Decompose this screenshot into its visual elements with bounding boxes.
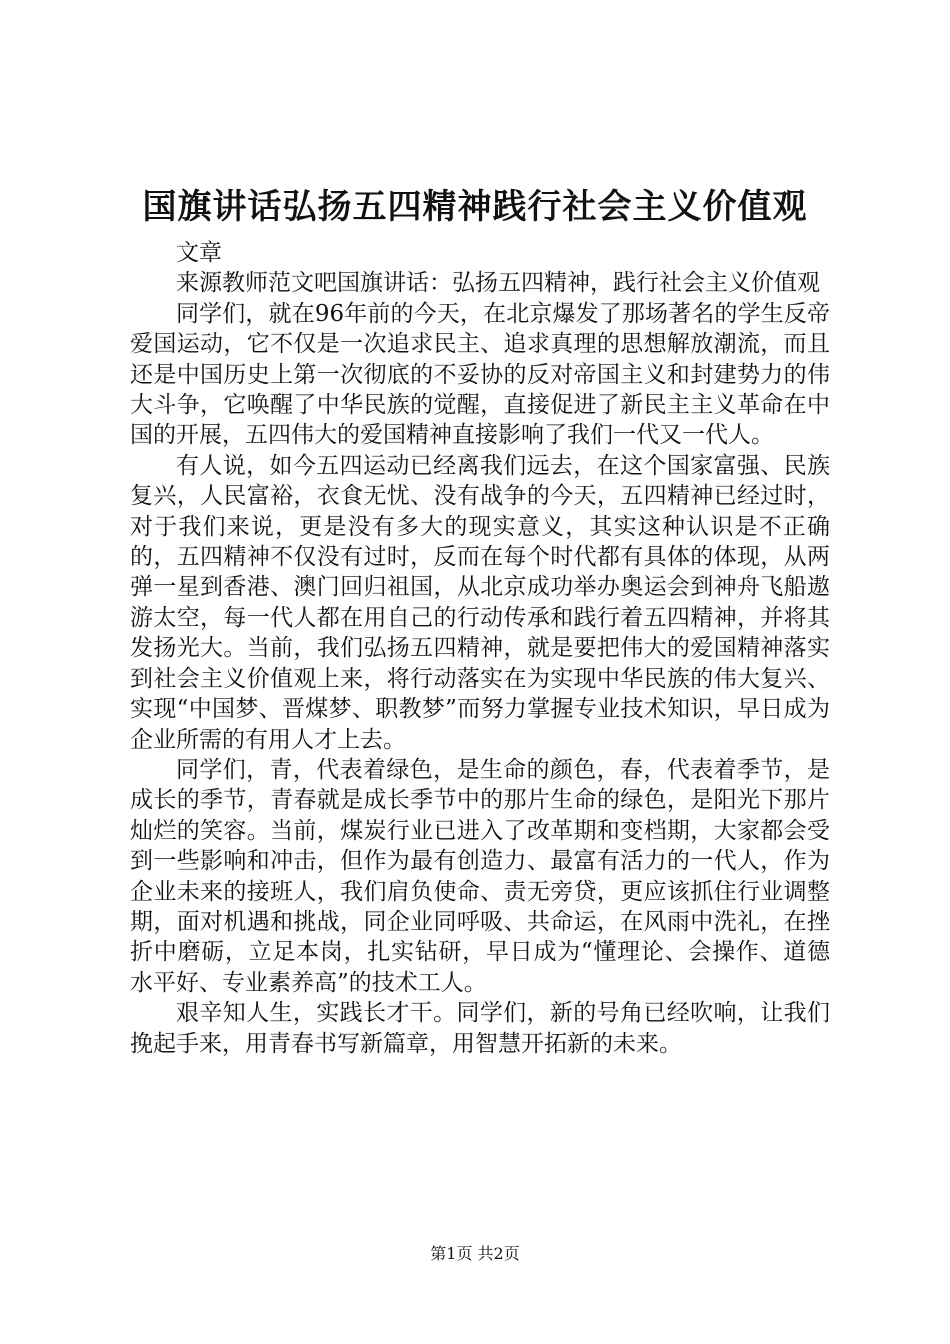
paragraph: 同学们，就在96年前的今天，在北京爆发了那场著名的学生反帝爱国运动，它不仅是一次追求民主、追求真理的思想解放潮流，而且还是中国历史上第一次彻底的不妥协的反对帝国主义和封建势力的伟大斗争，它唤醒了中华民族的觉醒，直接促进了新民主主义革命在中国的开展，五四伟大的爱国精神直接影响了我们一代又一代人。 [130, 300, 830, 449]
paragraph-source: 来源教师范文吧国旗讲话：弘扬五四精神，践行社会主义价值观 [176, 270, 820, 297]
document-body [130, 238, 830, 1059]
paragraph: 同学们，青，代表着绿色，是生命的颜色，春，代表着季节，是成长的季节，青春就是成长季节中的那片生命的绿色，是阳光下那片灿烂的笑容。当前，煤炭行业已进入了改革期和变档期，大家都会受到一些影响和冲击，但作为最有创造力、最富有活力的一代人，作为企业未来的接班人，我们肩负使命、责无旁贷，更应该抓住行业调整期，面对机遇和挑战，同企业同呼吸、共命运，在风雨中洗礼，在挫折中磨砺，立足本岗，扎实钻研，早日成为“懂理论、会操作、道德水平好、专业素养高”的技术工人。 [130, 756, 830, 996]
paragraph-source-label: 文章 [176, 240, 222, 266]
paragraph: 有人说，如今五四运动已经离我们远去，在这个国家富强、民族复兴，人民富裕，衣食无忧、没有战争的今天，五四精神已经过时，对于我们来说，更是没有多大的现实意义，其实这种认识是不正确的，五四精神不仅没有过时，反而在每个时代都有具体的体现，从两弹一星到香港、澳门回归祖国，从北京成功举办奥运会到神舟飞船遨游太空，每一代人都在用自己的行动传承和践行着五四精神，并将其发扬光大。当前，我们弘扬五四精神，就是要把伟大的爱国精神落实到社会主义价值观上来，将行动落实在为实现中华民族的伟大复兴、实现“中国梦、晋煤梦、职教梦”而努力掌握专业技术知识，早日成为企业所需的有用人才上去。 [130, 452, 830, 753]
page-title: 国旗讲话弘扬五四精神践行社会主义价值观 [142, 187, 808, 227]
paragraph: 艰辛知人生，实践长才干。同学们，新的号角已经吹响，让我们挽起手来，用青春书写新篇章，用智慧开拓新的未来。 [130, 1000, 830, 1057]
page-number-footer: 第1页 共2页 [430, 1244, 520, 1263]
